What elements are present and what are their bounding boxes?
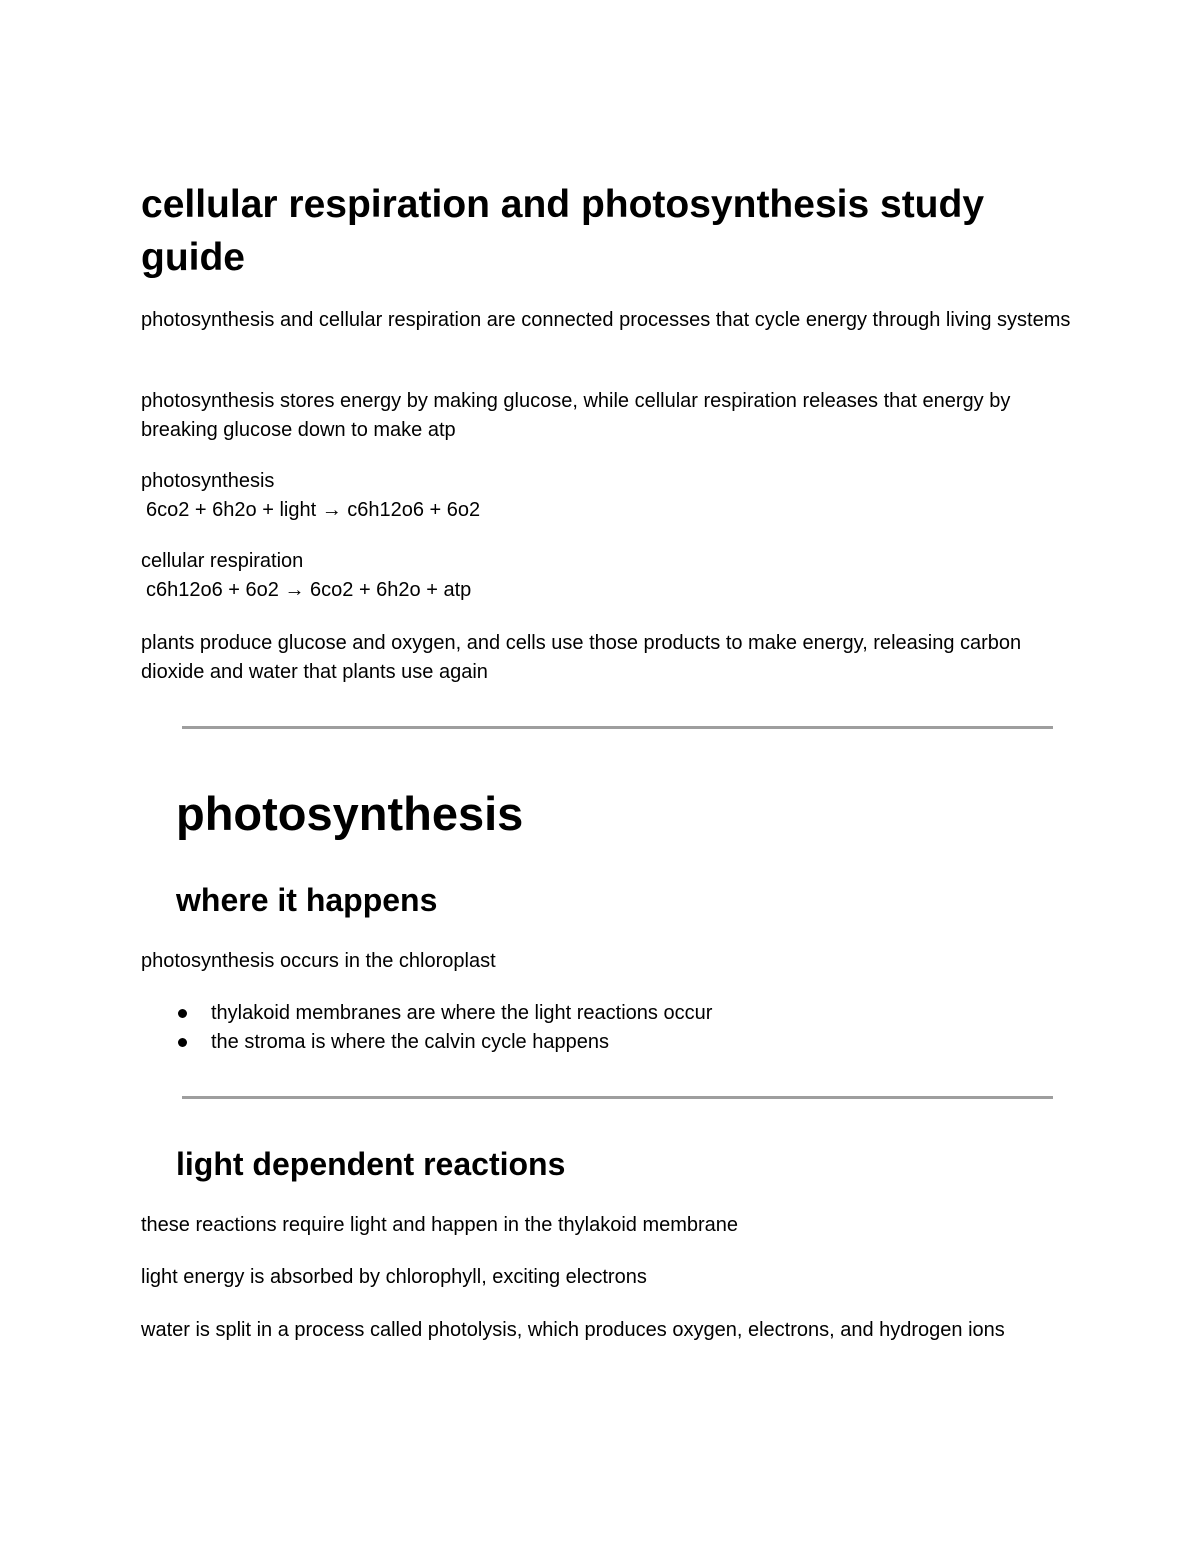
list-item (176, 1028, 712, 1057)
list-item-text: thylakoid membranes are where the light reactions occur (211, 1002, 713, 1024)
bullet-dot-icon (178, 1009, 187, 1018)
intro-paragraph-2: photosynthesis stores energy by making glucose, while cellular respiration releases that energy by breaking glucose down to make atp (141, 390, 1011, 441)
where-paragraph: photosynthesis occurs in the chloroplast (141, 950, 496, 972)
intro-paragraph-1: photosynthesis and cellular respiration are connected processes that cycle energy through living systems (141, 309, 1071, 331)
photosynthesis-equation: 6co2 + 6h2o + light → c6h12o6 + 6o2 (146, 499, 481, 521)
section-heading-photosynthesis: photosynthesis (176, 787, 524, 840)
respiration-label: cellular respiration (141, 550, 304, 572)
light-dependent-paragraph-2: light energy is absorbed by chlorophyll, exciting electrons (141, 1266, 647, 1288)
photosynthesis-equation-block (141, 467, 1071, 525)
light-dependent-paragraph-3: water is split in a process called photolysis, which produces oxygen, electrons, and hydrogen ions (141, 1319, 1005, 1341)
list-item-text: the stroma is where the calvin cycle happens (211, 1031, 609, 1053)
where-bullet-list (176, 999, 712, 1057)
list-item (176, 999, 712, 1028)
respiration-equation: c6h12o6 + 6o2 → 6co2 + 6h2o + atp (146, 579, 472, 601)
document-title: cellular respiration and photosynthesis study guide (141, 183, 985, 279)
subheading-where-it-happens: where it happens (176, 882, 438, 918)
light-dependent-paragraph-1: these reactions require light and happen in the thylakoid membrane (141, 1214, 739, 1236)
horizontal-rule (182, 1096, 1053, 1099)
respiration-equation-block (141, 547, 1071, 605)
horizontal-rule (182, 726, 1053, 729)
bullet-dot-icon (178, 1038, 187, 1047)
subheading-light-dependent-reactions: light dependent reactions (176, 1146, 566, 1182)
photosynthesis-label: photosynthesis (141, 470, 275, 492)
intro-paragraph-3: plants produce glucose and oxygen, and cells use those products to make energy, releasing carbon dioxide and water that plants use again (141, 632, 1022, 683)
